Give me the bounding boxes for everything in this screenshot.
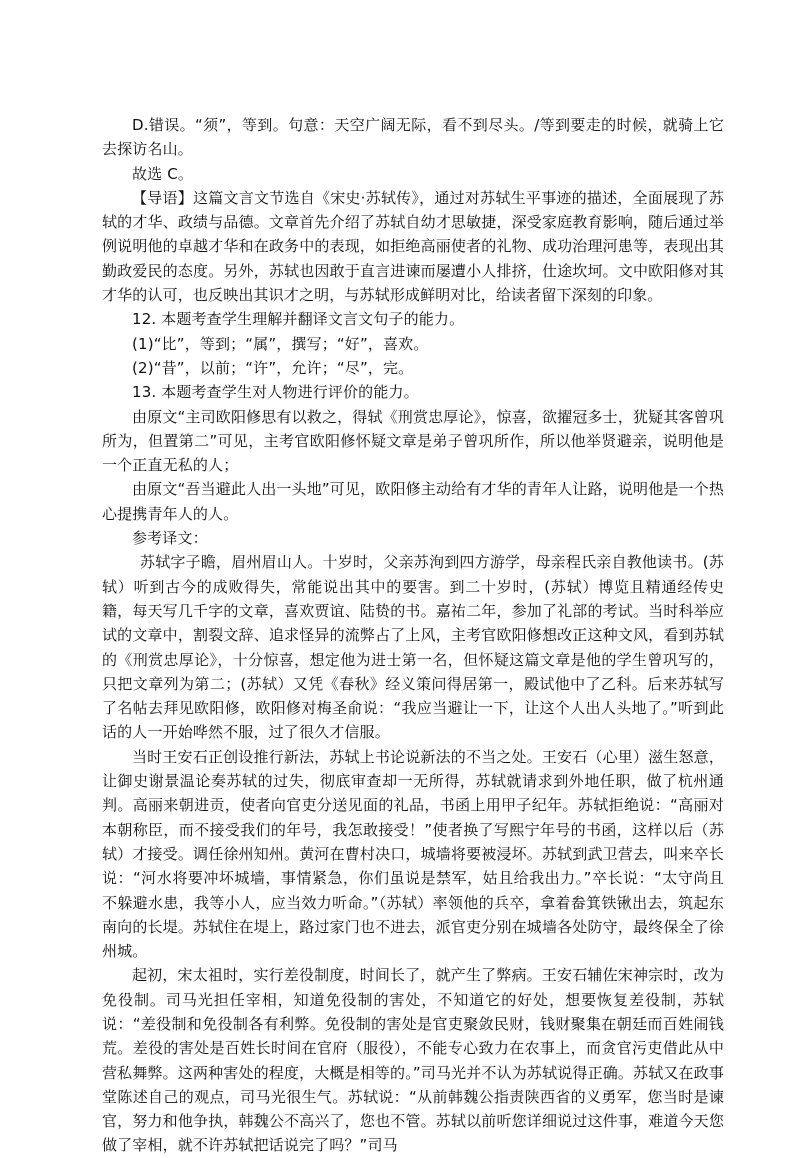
question-13: 13. 本题考查学生对人物进行评价的能力。 xyxy=(132,383,419,402)
question-12-part-2: (2)“昔”，以前；“许”，允许；“尽”，完。 xyxy=(132,358,414,377)
translation-paragraph-3: 起初，宋太祖时，实行差役制度，时间长了，就产生了弊病。王安石辅佐宋神宗时，改为免役制。司马光担任宰相，知道免役制的害处，不知道它的好处，想要恢复差役制，苏轼说：“差役制和免役制各有利弊。免役制的害处是官吏聚敛民财，钱财聚集在朝廷而百姓闹钱荒。差役的害处是百姓长时间在官府（服役），不能专心致力在农事上，而贪官污吏借此从中营私舞弊。这两种害处的程度，大概是相等的。”司马光并不认为苏轼说得正确。苏轼又在政事堂陈述自己的观点，司马光很生气。苏轼说：“从前韩魏公指责陕西省的义勇军，您当时是谏官，努力和他争执，韩魏公不高兴了，您也不管。苏轼以前听您详细说过这件事，难道今天您做了宰相，就不许苏轼把话说完了吗？”司马 xyxy=(102,966,724,1155)
translation-paragraph-2: 当时王安石正创设推行新法，苏轼上书论说新法的不当之处。王安石（心里）滋生怒意，让御史谢景温论奏苏轼的过失，彻底审查却一无所得，苏轼就请求到外地任职，做了杭州通判。高丽来朝进贡，使者向官吏分送见面的礼品，书函上用甲子纪年。苏轼拒绝说：“高丽对本朝称臣，而不接受我们的年号，我怎敢接受！”使者换了写熙宁年号的书函，这样以后（苏轼）才接受。调任徐州知州。黄河在曹村决口，城墙将要被浸坏。苏轼到武卫营去，叫来卒长说：“河水将要冲坏城墙，事情紧急，你们虽说是禁军，姑且给我出力。”卒长说：“太守尚且不躲避水患，我等小人，应当效力听命。”（苏轼）率领他的兵卒，拿着畚箕铁锹出去，筑起东南向的长堤。苏轼住在堤上，路过家门也不进去，派官吏分别在城墙各处防守，最终保全了徐州城。 xyxy=(102,747,724,961)
option-d-explanation: D.错误。“须”，等到。句意：天空广阔无际，看不到尽头。/等到要走的时候，就骑上它去探访名山。 xyxy=(102,116,724,159)
question-13-point-a: 由原文“主司欧阳修思有以救之，得轼《刑赏忠厚论》，惊喜，欲擢冠多士，犹疑其客曾巩所为，但置第二”可见，主考官欧阳修怀疑文章是弟子曾巩所作，所以他举贤避亲，说明他是一个正直无私的人； xyxy=(102,407,724,475)
guide-paragraph: 【导语】这篇文言文节选自《宋史·苏轼传》，通过对苏轼生平事迹的描述，全面展现了苏轼的才华、政绩与品德。文章首先介绍了苏轼自幼才思敏捷，深受家庭教育影响，随后通过举例说明他的卓越才华和在政务中的表现，如拒绝高丽使者的礼物、成功治理河患等，表现出其勤政爱民的态度。另外，苏轼也因敢于直言进谏而屡遭小人排挤，仕途坎坷。文中欧阳修对其才华的认可，也反映出其识才之明，与苏轼形成鲜明对比，给读者留下深刻的印象。 xyxy=(102,188,724,305)
question-12: 12. 本题考查学生理解并翻译文言文句子的能力。 xyxy=(132,310,465,329)
question-13-point-b: 由原文“吾当避此人出一头地”可见，欧阳修主动给有才华的青年人让路，说明他是一个热心提携青年人的人。 xyxy=(102,480,724,523)
reference-translation-heading: 参考译文： xyxy=(132,529,208,548)
answer-line: 故选 C。 xyxy=(132,164,193,183)
question-12-part-1: (1)“比”，等到；“属”，撰写；“好”，喜欢。 xyxy=(132,334,429,353)
translation-paragraph-1: 苏轼字子瞻，眉州眉山人。十岁时，父亲苏洵到四方游学，母亲程氏亲自教他读书。(苏轼）听到古今的成败得失，常能说出其中的要害。到二十岁时，(苏轼）博览且精通经传史籍，每天写几千字的文章，喜欢贾谊、陆贽的书。嘉祐二年，参加了礼部的考试。当时科举应试的文章中，割裂文辞、追求怪异的流弊占了上风，主考官欧阳修想改正这种文风，看到苏轼的《刑赏忠厚论》，十分惊喜，想定他为进士第一名，但怀疑这篇文章是他的学生曾巩写的，只把文章列为第二；(苏轼）又凭《春秋》经义策问得居第一，殿试他中了乙科。后来苏轼写了名帖去拜见欧阳修，欧阳修对梅圣俞说：“我应当避让一下，让这个人出人头地了。”听到此话的人一开始哗然不服，过了很久才信服。 xyxy=(102,553,724,742)
